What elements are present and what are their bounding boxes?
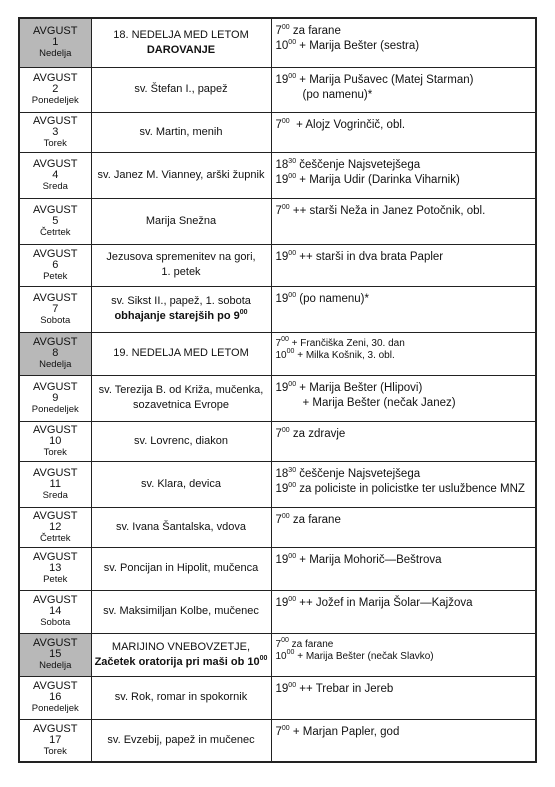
weekday-label: Nedelja	[39, 48, 72, 60]
mass-intention	[275, 648, 532, 663]
month-label: AVGUST	[33, 722, 78, 735]
intention-text: + Marija Bešter (sestra)	[296, 40, 420, 52]
feast-cell	[91, 421, 271, 461]
mass-cell	[271, 198, 536, 244]
day-number: 10	[49, 434, 62, 447]
feast-line	[95, 43, 268, 58]
feast-text: 1. petek	[161, 266, 201, 278]
date-cell	[19, 375, 91, 421]
mass-cell	[271, 286, 536, 332]
intention-text: + Marija Mohorič—Beštrova	[296, 553, 442, 566]
weekday-label: Četrtek	[39, 226, 71, 238]
mass-schedule-table	[18, 17, 537, 763]
date-cell	[19, 633, 91, 676]
feast-line	[95, 690, 268, 705]
mass-hour: 19	[275, 482, 289, 495]
feast-text: sv. Maksimiljan Kolbe, mučenec	[103, 605, 259, 617]
mass-intention	[276, 682, 532, 697]
feast-text: DAROVANJE	[146, 43, 216, 56]
feast-cell	[91, 18, 271, 67]
schedule-row	[19, 507, 536, 547]
weekday-label: Ponedeljek	[31, 95, 79, 106]
month-label: AVGUST	[33, 72, 78, 84]
weekday-label: Nedelja	[39, 660, 72, 671]
mass-minutes: 00	[288, 481, 297, 489]
feast-line	[95, 265, 268, 280]
weekday-label: Ponedeljek	[31, 703, 79, 714]
feast-line	[95, 309, 268, 324]
mass-minutes: 00	[288, 552, 297, 560]
mass-intention	[276, 482, 532, 497]
mass-minutes: 00	[281, 117, 290, 125]
month-label: AVGUST	[33, 25, 78, 38]
intention-text: ++ starši in dva brata Papler	[296, 250, 444, 263]
mass-hour: 10	[275, 40, 289, 52]
feast-text: sv. Štefan I., papež	[134, 83, 228, 95]
weekday-label: Torek	[43, 137, 67, 149]
mass-minutes: 00	[281, 636, 289, 644]
schedule-row	[19, 461, 536, 507]
mass-intention	[276, 158, 532, 173]
mass-hour: 19	[275, 553, 289, 566]
intention-text: ++ Trebar in Jereb	[296, 682, 394, 695]
mass-intention	[275, 335, 532, 350]
feast-text: sv. Evzebij, papež in mučenec	[107, 733, 255, 746]
feast-text: MARIJINO VNEBOVZETJE,	[111, 640, 251, 653]
feast-text: Marija Snežna	[145, 214, 217, 227]
mass-intention	[276, 427, 532, 442]
schedule-row	[19, 286, 536, 332]
mass-cell	[271, 633, 536, 676]
day-number: 3	[52, 125, 59, 138]
mass-minutes: 00	[281, 512, 290, 520]
month-label: AVGUST	[33, 336, 78, 348]
intention-text: + Marija Pušavec (Matej Starman)	[296, 73, 474, 86]
date-cell	[19, 547, 91, 590]
feast-line	[95, 733, 268, 748]
feast-cell	[91, 244, 271, 286]
feast-text: sv. Poncijan in Hipolit, mučenca	[103, 562, 259, 574]
feast-line	[95, 434, 268, 449]
feast-cell	[91, 198, 271, 244]
feast-line	[95, 214, 268, 229]
feast-cell	[91, 719, 271, 762]
mass-intention	[276, 513, 532, 528]
feast-text: sv. Terezija B. od Križa, mučenka,	[98, 384, 264, 396]
mass-hour: 18	[275, 467, 289, 480]
feast-text: sv. Sikst II., papež, 1. sobota	[111, 295, 251, 307]
mass-minutes: 00	[281, 24, 290, 31]
mass-cell	[271, 332, 536, 375]
schedule-row	[19, 112, 536, 152]
month-label: AVGUST	[33, 551, 78, 563]
schedule-row	[19, 18, 536, 67]
feast-line	[95, 398, 268, 413]
mass-hour: 19	[275, 292, 289, 305]
date-cell	[19, 152, 91, 198]
mass-cell	[271, 152, 536, 198]
feast-text: sv. Janez M. Vianney, arški župnik	[97, 168, 265, 181]
mass-minutes: 00	[288, 291, 297, 299]
feast-time-minutes: 00	[259, 654, 268, 662]
mass-intention	[276, 725, 532, 740]
schedule-row	[19, 719, 536, 762]
mass-cell	[271, 375, 536, 421]
schedule-row	[19, 375, 536, 421]
feast-text: sv. Martin, menih	[139, 125, 223, 138]
date-cell	[19, 112, 91, 152]
feast-line	[95, 640, 268, 655]
feast-line	[95, 477, 268, 492]
intention-text: ++ Jožef in Marija Šolar—Kajžova	[296, 596, 473, 609]
feast-time-minutes: 00	[239, 309, 248, 316]
feast-text: Jezusova spremenitev na gori,	[106, 251, 256, 263]
feast-text: sv. Lovrenc, diakon	[134, 434, 228, 447]
date-cell	[19, 719, 91, 762]
feast-line	[95, 383, 268, 398]
month-label: AVGUST	[33, 203, 78, 216]
day-number: 12	[49, 520, 62, 533]
mass-minutes: 00	[286, 347, 295, 355]
day-number: 15	[49, 648, 62, 660]
mass-hour: 7	[275, 25, 282, 37]
month-label: AVGUST	[33, 157, 78, 170]
feast-text: sv. Rok, romar in spokornik	[114, 691, 248, 703]
feast-line	[95, 561, 268, 576]
date-cell	[19, 461, 91, 507]
day-number: 14	[49, 605, 62, 617]
schedule-row	[19, 332, 536, 375]
date-cell	[19, 18, 91, 67]
schedule-row	[19, 547, 536, 590]
month-label: AVGUST	[33, 247, 78, 260]
day-number: 4	[52, 168, 59, 181]
feast-line	[95, 82, 268, 97]
mass-minutes: 00	[281, 426, 290, 434]
intention-text: (po namenu)*	[296, 292, 369, 305]
intention-text: za policiste in policistke ter uslužbence MNZ	[296, 482, 525, 495]
mass-hour: 18	[275, 158, 289, 171]
feast-cell	[91, 547, 271, 590]
mass-intention	[276, 396, 532, 411]
schedule-row	[19, 676, 536, 719]
month-label: AVGUST	[33, 637, 78, 649]
mass-hour: 19	[275, 596, 289, 609]
intention-text: za farane	[289, 513, 341, 526]
mass-minutes: 00	[281, 203, 290, 211]
mass-cell	[271, 507, 536, 547]
feast-line	[95, 520, 268, 535]
feast-cell	[91, 332, 271, 375]
intention-text: za zdravje	[289, 427, 346, 440]
mass-minutes: 00	[286, 648, 295, 656]
mass-minutes: 00	[288, 249, 297, 257]
mass-intention	[276, 292, 532, 307]
intention-text: + Frančiška Zeni, 30. dan	[288, 337, 405, 349]
day-number: 8	[52, 347, 59, 359]
feast-text: Začetek oratorija pri maši ob 10	[94, 655, 260, 668]
mass-minutes: 00	[288, 595, 297, 603]
weekday-label: Torek	[43, 446, 67, 458]
month-label: AVGUST	[33, 423, 78, 436]
day-number: 17	[49, 733, 62, 746]
feast-cell	[91, 676, 271, 719]
mass-cell	[271, 590, 536, 633]
mass-minutes: 00	[288, 72, 297, 80]
date-cell	[19, 198, 91, 244]
day-number: 13	[49, 562, 62, 574]
mass-minutes: 00	[281, 335, 289, 343]
mass-minutes: 00	[288, 39, 297, 46]
date-cell	[19, 332, 91, 375]
date-cell	[19, 244, 91, 286]
feast-cell	[91, 67, 271, 112]
weekday-label: Petek	[43, 574, 68, 585]
weekday-label: Ponedeljek	[31, 403, 79, 415]
date-cell	[19, 590, 91, 633]
day-number: 7	[52, 302, 59, 315]
day-number: 16	[49, 691, 62, 703]
feast-cell	[91, 507, 271, 547]
day-number: 11	[49, 477, 61, 490]
weekday-label: Četrtek	[39, 532, 71, 544]
mass-cell	[271, 719, 536, 762]
month-label: AVGUST	[33, 114, 78, 127]
mass-minutes: 00	[288, 172, 297, 180]
feast-text: sv. Ivana Šantalska, vdova	[115, 520, 247, 533]
feast-cell	[91, 461, 271, 507]
schedule-row	[19, 67, 536, 112]
date-cell	[19, 286, 91, 332]
weekday-label: Sobota	[40, 314, 71, 326]
mass-minutes: 30	[288, 157, 297, 165]
schedule-row	[19, 198, 536, 244]
intention-text: češčenje Najsvetejšega	[296, 158, 421, 171]
mass-cell	[271, 244, 536, 286]
feast-line	[95, 604, 268, 619]
month-label: AVGUST	[33, 466, 78, 479]
schedule-row	[19, 244, 536, 286]
feast-text: obhajanje starejših po 9	[114, 310, 240, 322]
intention-text: + Marjan Papler, god	[289, 725, 400, 738]
mass-minutes: 30	[288, 466, 297, 474]
feast-cell	[91, 152, 271, 198]
day-number: 6	[52, 258, 59, 271]
feast-text: sozavetnica Evrope	[133, 399, 229, 411]
feast-cell	[91, 633, 271, 676]
mass-hour: 7	[275, 638, 282, 650]
mass-hour: 7	[275, 118, 282, 131]
feast-text: 18. NEDELJA MED LETOM	[113, 28, 249, 41]
mass-minutes: 00	[288, 380, 297, 388]
feast-cell	[91, 375, 271, 421]
feast-cell	[91, 286, 271, 332]
mass-cell	[271, 421, 536, 461]
day-number: 5	[52, 214, 59, 227]
weekday-label: Sreda	[42, 489, 68, 501]
day-number: 2	[52, 83, 59, 95]
schedule-row	[19, 421, 536, 461]
schedule-row	[19, 590, 536, 633]
weekday-label: Torek	[43, 745, 67, 757]
mass-intention	[276, 73, 532, 88]
intention-text: + Marija Bešter (nečak Janez)	[302, 396, 456, 409]
mass-intention	[276, 467, 532, 482]
month-label: AVGUST	[33, 380, 78, 393]
mass-intention	[276, 88, 532, 103]
month-label: AVGUST	[33, 594, 78, 606]
mass-intention	[275, 636, 532, 651]
mass-hour: 7	[275, 337, 282, 349]
mass-intention	[276, 39, 532, 54]
feast-line	[95, 250, 268, 265]
date-cell	[19, 421, 91, 461]
month-label: AVGUST	[33, 291, 78, 304]
feast-cell	[91, 590, 271, 633]
intention-text: (po namenu)*	[302, 88, 373, 101]
intention-text: za farane	[288, 638, 334, 650]
feast-line	[95, 168, 268, 183]
mass-hour: 7	[275, 513, 282, 526]
mass-hour: 19	[275, 173, 289, 186]
date-cell	[19, 676, 91, 719]
mass-intention	[276, 173, 532, 188]
mass-cell	[271, 676, 536, 719]
weekday-label: Sreda	[42, 180, 68, 192]
mass-minutes: 00	[281, 724, 290, 732]
date-cell	[19, 67, 91, 112]
mass-intention	[276, 381, 532, 396]
intention-text: + Marija Bešter (Hlipovi)	[296, 381, 423, 394]
mass-intention	[276, 250, 532, 265]
mass-intention	[276, 118, 532, 133]
mass-cell	[271, 112, 536, 152]
mass-cell	[271, 547, 536, 590]
mass-hour: 7	[275, 204, 282, 217]
intention-text: ++ starši Neža in Janez Potočnik, obl.	[289, 204, 486, 217]
mass-intention	[275, 347, 532, 362]
date-cell	[19, 507, 91, 547]
mass-hour: 7	[275, 427, 282, 440]
feast-line	[95, 125, 268, 140]
intention-text: češčenje Najsvetejšega	[296, 467, 421, 480]
mass-hour: 10	[275, 650, 287, 662]
mass-cell	[271, 461, 536, 507]
mass-cell	[271, 67, 536, 112]
weekday-label: Petek	[43, 270, 68, 282]
feast-line	[95, 346, 268, 361]
mass-hour: 10	[275, 349, 287, 361]
schedule-row	[19, 152, 536, 198]
intention-text: + Alojz Vogrinčič, obl.	[289, 118, 406, 131]
feast-text: sv. Klara, devica	[141, 477, 221, 490]
mass-intention	[276, 553, 532, 568]
feast-text: 19. NEDELJA MED LETOM	[113, 347, 249, 359]
mass-hour: 19	[275, 250, 289, 263]
mass-hour: 7	[275, 725, 282, 738]
schedule-row	[19, 633, 536, 676]
intention-text: za farane	[289, 25, 341, 37]
weekday-label: Sobota	[40, 617, 71, 628]
feast-line	[95, 294, 268, 309]
mass-intention	[276, 24, 532, 39]
day-number: 9	[52, 391, 59, 404]
mass-minutes: 00	[288, 681, 297, 689]
feast-cell	[91, 112, 271, 152]
month-label: AVGUST	[33, 680, 78, 692]
intention-text: + Marija Bešter (nečak Slavko)	[294, 650, 434, 662]
mass-cell	[271, 18, 536, 67]
mass-intention	[276, 204, 532, 219]
month-label: AVGUST	[33, 509, 78, 522]
mass-hour: 19	[275, 381, 289, 394]
feast-line	[95, 28, 268, 43]
intention-text: + Milka Košnik, 3. obl.	[294, 349, 395, 361]
weekday-label: Nedelja	[39, 359, 72, 370]
day-number: 1	[52, 36, 59, 49]
mass-hour: 19	[275, 73, 289, 86]
mass-hour: 19	[275, 682, 289, 695]
mass-intention	[276, 596, 532, 611]
feast-line	[95, 655, 268, 670]
intention-text: + Marija Udir (Darinka Viharnik)	[296, 173, 460, 186]
